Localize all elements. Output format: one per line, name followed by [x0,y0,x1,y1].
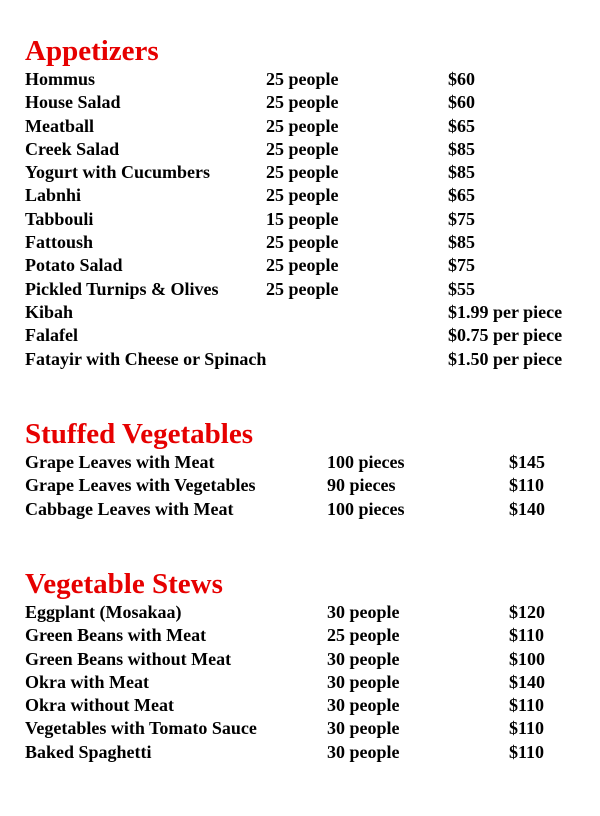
menu-item-row [25,348,595,371]
menu-item-row [25,68,595,91]
item-price: $110 [509,718,545,739]
item-price: $85 [448,232,475,253]
menu-item-row [25,254,595,277]
item-name: Eggplant (Mosakaa) [25,602,182,622]
item-price: $110 [509,625,545,646]
menu-item-row [25,138,595,161]
menu-item-row [25,115,595,138]
menu-item-row [25,278,595,301]
item-name: Tabbouli [25,208,94,229]
section-title: Vegetable Stews [25,568,223,600]
menu-item-row [25,498,595,521]
item-quantity: 25 people [266,232,339,253]
item-price: $120 [509,602,545,622]
item-price: $55 [448,278,475,299]
item-name: Fattoush [25,232,94,253]
item-name: Hommus [25,69,96,89]
item-quantity: 25 people [327,625,400,646]
menu-item-row [25,694,595,717]
menu-item-row [25,624,595,647]
item-price: $60 [448,92,475,113]
menu-item-row [25,161,595,184]
item-price: $85 [448,162,475,183]
item-name: Pickled Turnips & Olives [25,278,219,299]
item-quantity: 100 pieces [327,452,405,472]
item-name: Okra with Meat [25,671,149,692]
item-price: $110 [509,695,545,716]
section-title: Appetizers [25,35,159,67]
item-price: $75 [448,255,475,276]
item-price: $140 [509,498,545,519]
menu-item-row [25,474,595,497]
item-quantity: 15 people [266,208,339,229]
item-quantity: 100 pieces [327,498,405,519]
item-quantity: 30 people [327,695,400,716]
item-quantity: 90 pieces [327,475,396,496]
item-name: Fatayir with Cheese or Spinach [25,348,267,369]
vegetable-stews-section [25,568,595,764]
item-name: Creek Salad [25,138,120,159]
menu-item-row [25,231,595,254]
menu-list [25,68,595,371]
item-quantity: 30 people [327,602,400,622]
item-price: $65 [448,185,475,206]
item-price: $65 [448,115,475,136]
item-name: Grape Leaves with Vegetables [25,475,256,496]
item-name: Okra without Meat [25,695,174,716]
item-name: Green Beans without Meat [25,648,232,669]
item-quantity: 25 people [266,69,339,89]
item-quantity: 25 people [266,278,339,299]
appetizers-section [25,35,595,371]
menu-item-row [25,208,595,231]
item-name: Grape Leaves with Meat [25,452,215,472]
item-price: $1.99 per piece [448,301,563,322]
item-name: Kibah [25,301,74,322]
item-quantity: 30 people [327,671,400,692]
item-price: $1.50 per piece [448,348,563,369]
menu-item-row [25,601,595,624]
item-price: $75 [448,208,475,229]
item-name: Green Beans with Meat [25,625,207,646]
item-quantity: 25 people [266,255,339,276]
item-quantity: 30 people [327,718,400,739]
menu-item-row [25,671,595,694]
item-price: $140 [509,671,545,692]
item-price: $110 [509,475,545,496]
item-name: Meatball [25,115,94,136]
menu-item-row [25,301,595,324]
item-name: Baked Spaghetti [25,741,152,762]
item-name: Falafel [25,325,78,346]
item-quantity: 30 people [327,648,400,669]
item-name: Yogurt with Cucumbers [25,162,211,183]
item-quantity: 25 people [266,115,339,136]
item-name: House Salad [25,92,121,113]
item-quantity: 25 people [266,185,339,206]
menu-item-row [25,741,595,764]
menu-item-row [25,717,595,740]
item-quantity: 25 people [266,162,339,183]
item-price: $145 [509,452,545,472]
menu-item-row [25,451,595,474]
item-name: Potato Salad [25,255,123,276]
item-price: $85 [448,138,475,159]
item-price: $110 [509,741,545,762]
menu-list [25,451,595,521]
item-price: $100 [509,648,545,669]
menu-item-row [25,648,595,671]
menu-item-row [25,184,595,207]
item-quantity: 30 people [327,741,400,762]
stuffed-vegetables-section [25,418,595,521]
item-name: Vegetables with Tomato Sauce [25,718,257,739]
item-price: $0.75 per piece [448,325,563,346]
item-quantity: 25 people [266,92,339,113]
item-price: $60 [448,69,475,89]
item-name: Labnhi [25,185,82,206]
menu-item-row [25,324,595,347]
item-name: Cabbage Leaves with Meat [25,498,234,519]
menu-list [25,601,595,764]
section-title: Stuffed Vegetables [25,418,253,450]
item-quantity: 25 people [266,138,339,159]
menu-item-row [25,91,595,114]
